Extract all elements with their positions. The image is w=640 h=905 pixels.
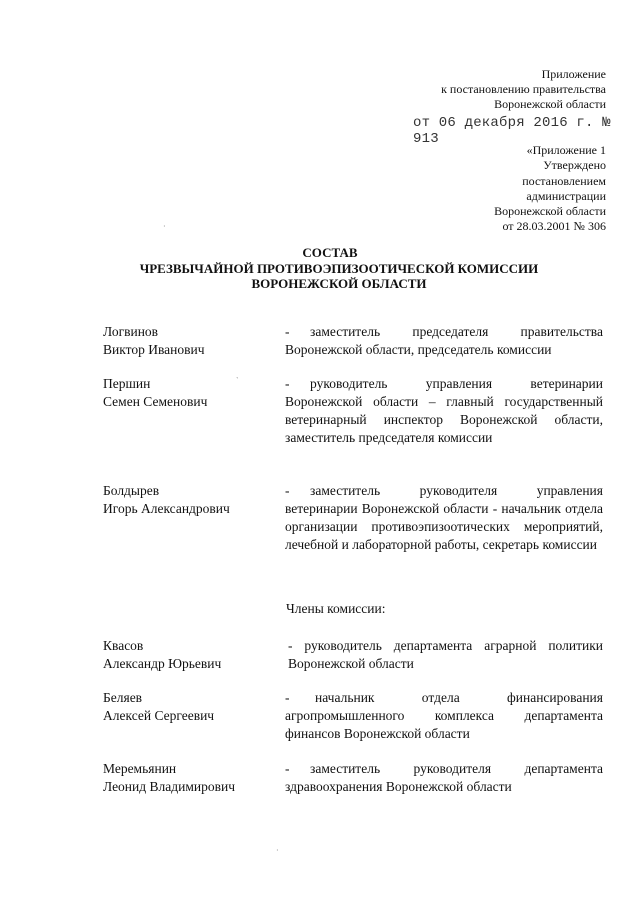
member-surname: Беляев bbox=[103, 690, 143, 705]
approval-administration: администрации bbox=[526, 188, 606, 203]
approval-approved: Утверждено bbox=[543, 158, 606, 173]
scan-speck: · bbox=[163, 222, 166, 231]
member-given-name: Александр Юрьевич bbox=[103, 656, 222, 671]
list-dash: - bbox=[285, 690, 290, 705]
member-role: начальник отдела финансирования агропромышленного комплекса департамента финансов Воронежской области bbox=[285, 690, 603, 741]
member-description bbox=[285, 375, 603, 447]
member-name bbox=[103, 760, 273, 796]
title-line-composition: СОСТАВ bbox=[302, 245, 358, 260]
member-given-name: Леонид Владимирович bbox=[103, 779, 235, 794]
member-description bbox=[285, 323, 603, 359]
list-dash: - bbox=[285, 483, 290, 498]
member-description bbox=[285, 482, 603, 554]
member-role: заместитель руководителя управления ветеринарии Воронежской области - начальник отдела организации противоэпизоотических мероприятий, лечебной и лабораторной работы, секретарь комиссии bbox=[285, 483, 603, 552]
appendix-to-resolution: к постановлению правительства bbox=[441, 82, 606, 96]
member-given-name: Семен Семенович bbox=[103, 394, 208, 409]
list-dash: - bbox=[285, 376, 290, 391]
member-given-name: Алексей Сергеевич bbox=[103, 708, 215, 723]
member-surname: Квасов bbox=[103, 638, 144, 653]
title-line-region: ВОРОНЕЖСКОЙ ОБЛАСТИ bbox=[251, 276, 427, 291]
member-name bbox=[103, 323, 273, 359]
list-dash: - bbox=[285, 761, 290, 776]
members-section-label: Члены комиссии: bbox=[286, 601, 386, 616]
approval-region: Воронежской области bbox=[494, 204, 606, 219]
resolution-date-stamp: от 06 декабря 2016 г. № 913 bbox=[413, 115, 611, 147]
scan-speck: ` bbox=[236, 376, 239, 385]
member-role: заместитель председателя правительства Воронежской области, председатель комиссии bbox=[285, 324, 603, 357]
member-given-name: Виктор Иванович bbox=[103, 342, 205, 357]
member-description bbox=[285, 760, 603, 796]
member-surname: Меремьянин bbox=[103, 761, 177, 776]
member-name bbox=[103, 482, 273, 518]
member-surname: Першин bbox=[103, 376, 151, 391]
member-given-name: Игорь Александрович bbox=[103, 501, 230, 516]
appendix-region: Воронежской области bbox=[494, 97, 606, 111]
approval-date: от 28.03.2001 № 306 bbox=[502, 219, 606, 234]
member-description: - руководитель департамента аграрной политики Воронежской области bbox=[288, 638, 603, 671]
member-description bbox=[285, 689, 603, 743]
member-role: заместитель руководителя департамента здравоохранения Воронежской области bbox=[285, 761, 603, 794]
member-surname: Логвинов bbox=[103, 324, 159, 339]
list-dash: - bbox=[285, 324, 290, 339]
document-title bbox=[0, 245, 640, 292]
member-role: руководитель управления ветеринарии Воронежской области – главный государственный ветеринарный инспектор Воронежской области, заместитель председателя комиссии bbox=[285, 376, 603, 445]
appendix-header bbox=[441, 67, 606, 112]
approval-by-resolution: постановлением bbox=[522, 173, 606, 188]
appendix-label: Приложение bbox=[541, 67, 606, 81]
member-name bbox=[103, 689, 273, 725]
scan-speck: · bbox=[276, 846, 279, 855]
approval-appendix-label: «Приложение 1 bbox=[526, 143, 606, 157]
member-name bbox=[103, 375, 273, 411]
member-name bbox=[103, 637, 273, 673]
approval-block bbox=[494, 143, 606, 235]
member-surname: Болдырев bbox=[103, 483, 160, 498]
title-line-commission: ЧРЕЗВЫЧАЙНОЙ ПРОТИВОЭПИЗООТИЧЕСКОЙ КОМИССИИ bbox=[139, 260, 539, 276]
